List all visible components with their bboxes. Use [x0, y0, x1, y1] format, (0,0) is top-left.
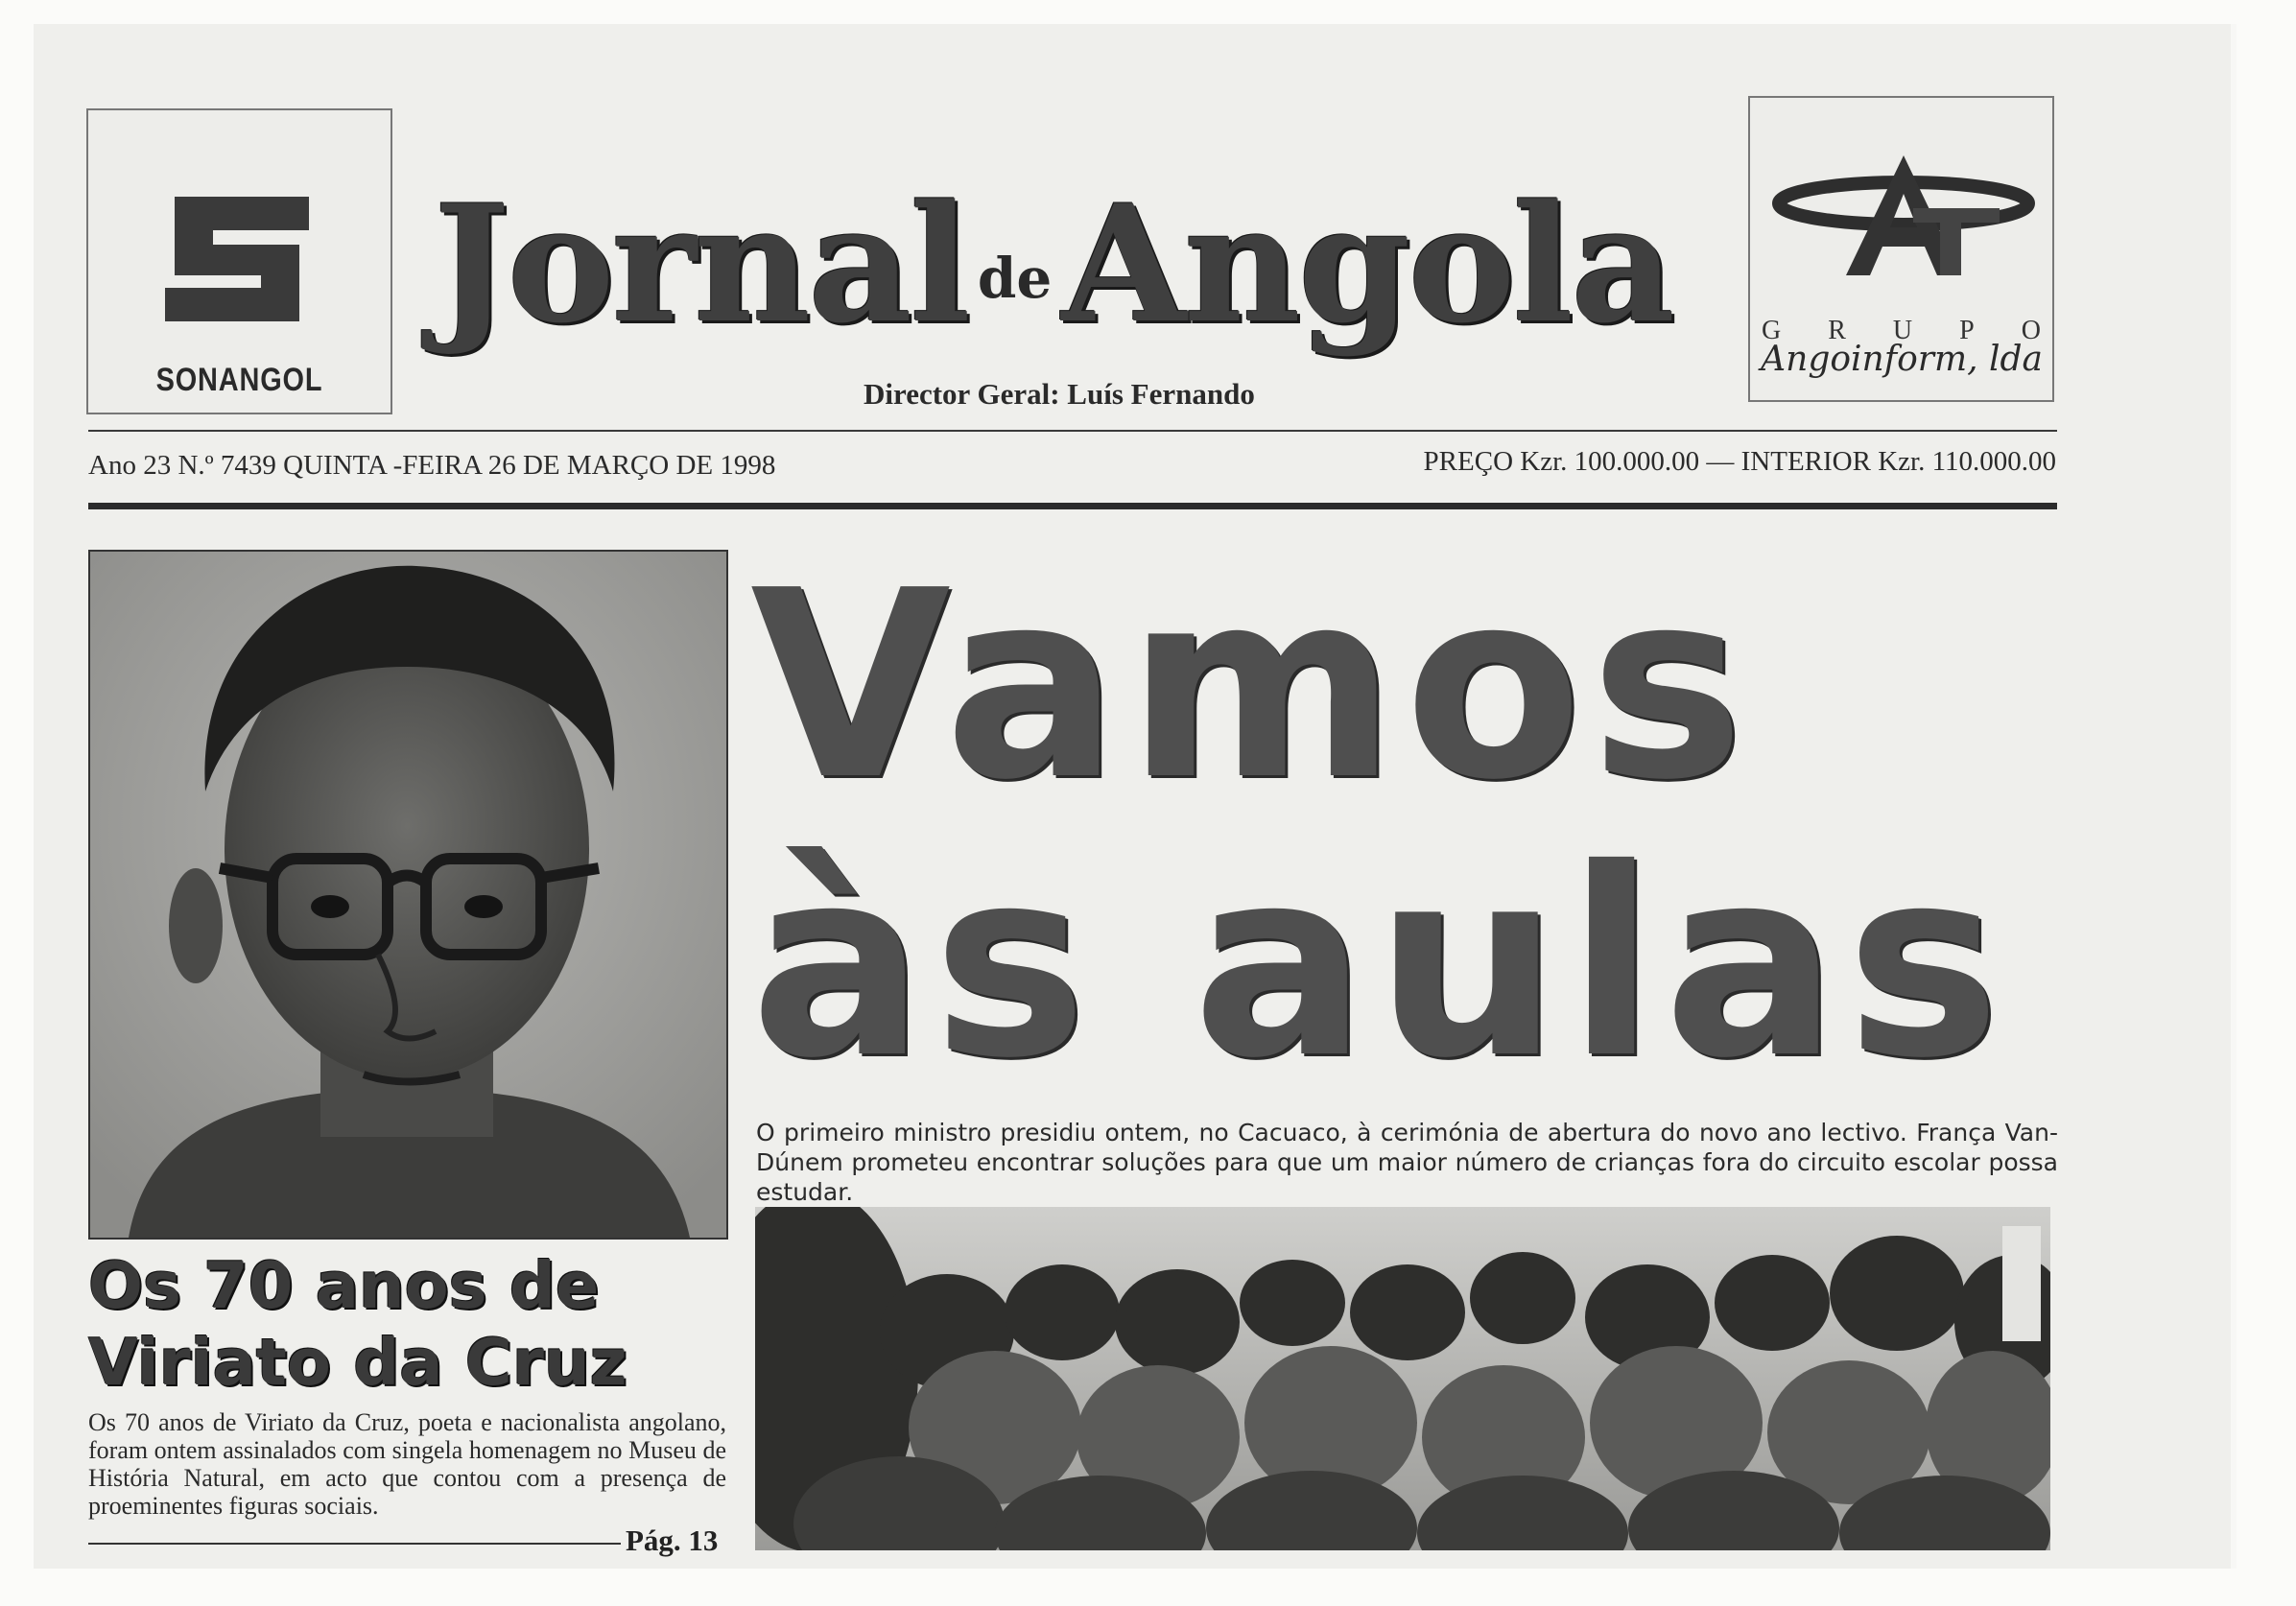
children-crowd-photo — [755, 1207, 2050, 1550]
grupo-letter: R — [1828, 316, 1846, 345]
main-headline — [750, 534, 2055, 1115]
grupo-letter: O — [2021, 316, 2041, 345]
portrait-image — [90, 552, 726, 1238]
edition-rule — [88, 503, 2057, 509]
main-lead-text: O primeiro ministro presidiu ontem, no Cacuaco, à cerimónia de abertura do novo ano lectivo. França Van-Dúnem prometeu encontrar soluções para que um maior número de crianças fora do circuito escolar possa estudar. — [756, 1119, 2058, 1206]
viriato-portrait-photo — [88, 550, 728, 1240]
edition-info: Ano 23 N.º 7439 QUINTA -FEIRA 26 DE MARÇO DE 1998 — [88, 450, 776, 481]
viriato-headline — [88, 1247, 741, 1401]
masthead-rule — [88, 430, 2057, 432]
grupo-letter: P — [1959, 316, 1975, 345]
viriato-body-text: Os 70 anos de Viriato da Cruz, poeta e nacionalista angolano, foram ontem assinalados com singela homenagem no Museu de História Natural, em acto que contou com a presença de proeminentes figuras sociais. — [88, 1408, 726, 1520]
page-ref-rule — [88, 1543, 621, 1545]
viriato-headline-line1: Os 70 anos de — [88, 1248, 600, 1323]
title-angola: Angola — [1061, 169, 1673, 359]
main-headline-line1: Vamos — [750, 534, 1752, 837]
sonangol-logo-icon — [155, 187, 319, 331]
angoinform-logo-icon — [1769, 151, 2038, 285]
grupo-logo-box — [1748, 96, 2054, 402]
page-reference: Pág. 13 — [626, 1523, 719, 1557]
sonangol-logo-box — [86, 108, 392, 414]
grupo-letter: U — [1892, 316, 1913, 345]
title-jornal: Jornal — [434, 169, 968, 359]
main-headline-line2: às aulas — [750, 813, 2008, 1115]
crowd-image — [755, 1207, 2050, 1550]
price-info: PREÇO Kzr. 100.000.00 — INTERIOR Kzr. 110.000.00 — [1423, 446, 2056, 477]
grupo-name: Angoinform, lda — [1761, 340, 2043, 379]
sponsor-name: SONANGOL — [155, 362, 323, 398]
title-de: de — [977, 246, 1053, 312]
newspaper-title — [434, 154, 1710, 374]
viriato-headline-line2: Viriato da Cruz — [88, 1325, 627, 1400]
director-line: Director Geral: Luís Fernando — [864, 377, 1255, 411]
grupo-letter: G — [1762, 316, 1782, 345]
